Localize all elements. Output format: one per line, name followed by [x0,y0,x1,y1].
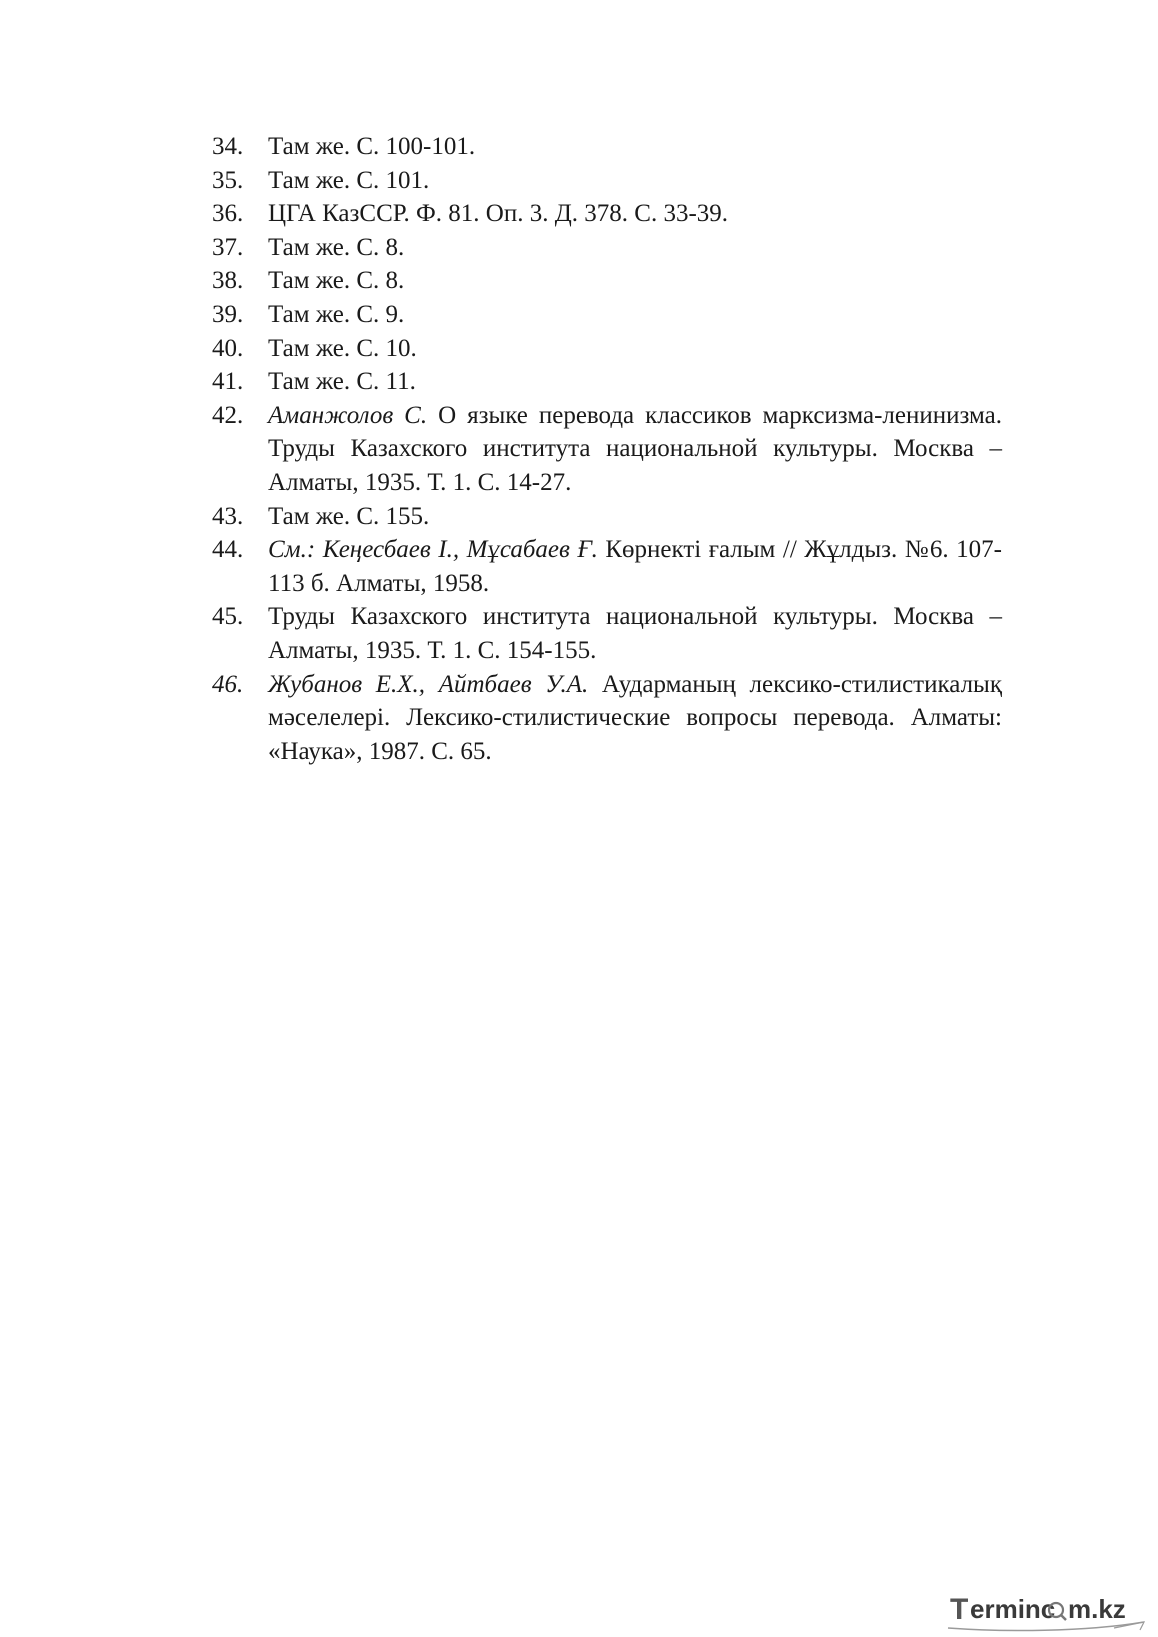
reference-body: Көрнекті ғалым // Жұлдыз. №6. 107-113 б. Алматы, 1958. [268,536,1002,597]
logo-text-domain: m.kz [1068,1594,1126,1624]
reference-text [268,600,1002,667]
reference-author: См.: Кеңесбаев І., Мұсабаев Ғ. [268,536,598,564]
reference-text [268,399,1002,500]
reference-body: Там же. С. 100-101. [268,133,476,160]
reference-item [212,600,1002,667]
reference-number: 34. [212,133,244,160]
reference-body: Труды Казахского института национальной культуры. Москва – Алматы, 1935. Т. 1. С. 154-155. [268,603,1002,664]
reference-text [268,231,1002,265]
reference-item [212,365,1002,399]
reference-body: Там же. С. 101. [268,166,430,194]
reference-text [268,298,1002,332]
reference-number: 38. [212,267,244,295]
reference-item [212,197,1002,231]
reference-text [268,164,1002,198]
reference-body: Там же. С. 11. [268,368,416,396]
termincom-logo [944,1592,1148,1632]
reference-body: Там же. С. 155. [268,502,430,530]
reference-text [268,500,1002,534]
reference-list [212,130,1002,768]
reference-item [212,533,1002,600]
reference-author: Жубанов Е.Х., Айтбаев У.А. [268,670,589,698]
reference-body: Там же. С. 8. [268,267,405,295]
reference-item [212,668,1002,769]
reference-item [212,231,1002,265]
reference-body: Там же. С. 8. [268,233,405,261]
reference-item [212,164,1002,198]
reference-number: 40. [212,334,244,362]
reference-text [268,130,1002,164]
logo-letter-t: T [950,1593,969,1626]
reference-item [212,130,1002,164]
reference-body: О языке перевода классиков марксизма-ленинизма. Труды Казахского института национальной культуры. Москва – Алматы, 1935. Т. 1. С. 14-27. [268,401,1002,496]
reference-author: Аманжолов С. [268,401,428,429]
reference-number: 35. [212,166,244,194]
logo-text-main: erminc [970,1594,1056,1624]
reference-text [268,533,1002,600]
reference-body: Там же. С. 9. [268,300,405,328]
reference-number: 41. [212,368,244,396]
reference-text [268,365,1002,399]
reference-number: 39. [212,300,244,328]
reference-number: 44. [212,536,244,564]
reference-body: Там же. С. 10. [268,334,417,362]
reference-item [212,264,1002,298]
reference-item [212,298,1002,332]
reference-number: 43. [212,502,244,530]
reference-body: Аударманың лексико-стилистикалық мәселелері. Лексико-стилистические вопросы перевода. Алматы: «Наука», 1987. С. 65. [268,670,1002,765]
reference-text [268,264,1002,298]
reference-number: 36. [212,200,244,228]
reference-number: 46. [212,670,244,698]
reference-number: 42. [212,401,244,429]
reference-item [212,399,1002,500]
reference-body: ЦГА КазССР. Ф. 81. Оп. 3. Д. 378. С. 33-39. [268,200,729,228]
reference-text [268,668,1002,769]
reference-number: 37. [212,233,244,261]
reference-item [212,332,1002,366]
reference-text [268,197,1002,231]
reference-number: 45. [212,603,244,631]
reference-text [268,332,1002,366]
reference-item [212,500,1002,534]
